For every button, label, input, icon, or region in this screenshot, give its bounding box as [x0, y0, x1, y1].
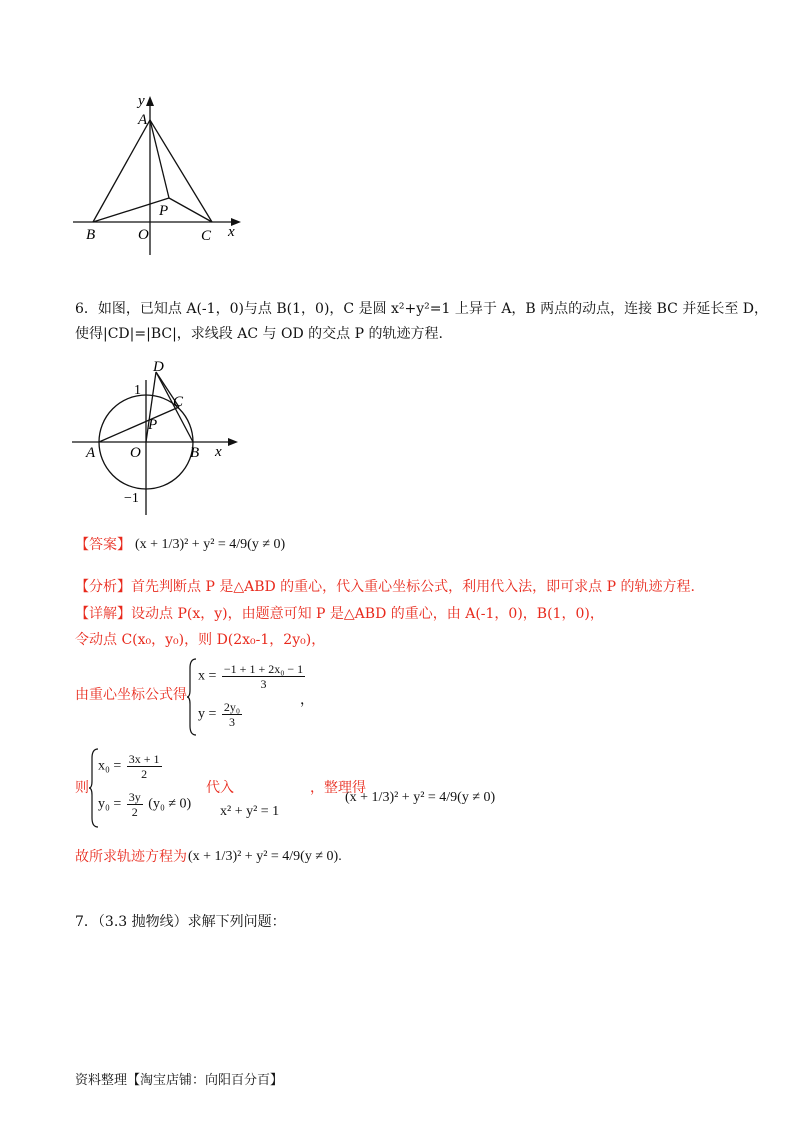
conclusion-label: 故所求轨迹方程为: [75, 849, 187, 865]
label-1: 1: [134, 383, 141, 398]
conclusion-formula: (x + 1/3)² + y² = 4/9(y ≠ 0).: [188, 849, 342, 864]
arrange-label: ，整理得: [310, 780, 366, 796]
answer-formula: (x + 1/3)² + y² = 4/9(y ≠ 0): [135, 537, 286, 552]
sys2-row2-lhs: y₀ =: [98, 796, 122, 812]
sys2-row2-tail: (y₀ ≠ 0): [148, 796, 192, 812]
figure-circle: [60, 350, 250, 520]
label-d: D: [153, 359, 164, 375]
figure-triangle: [60, 90, 260, 260]
label-o: O: [130, 445, 141, 461]
problem-7: 7．（3.3 抛物线）求解下列问题：: [75, 914, 286, 930]
sys2-row1-lhs: x₀ =: [98, 758, 122, 774]
label-y: y: [138, 93, 145, 109]
centroid-label: 由重心坐标公式得: [75, 687, 187, 703]
label-p: P: [159, 203, 169, 219]
y-arrow-icon: [146, 96, 154, 106]
analysis-tag: 【分析】: [75, 579, 131, 595]
segment-ac: [99, 407, 179, 442]
label-x: x: [215, 444, 222, 460]
substitute-label: 代入: [206, 780, 234, 796]
result-formula: (x + 1/3)² + y² = 4/9(y ≠ 0): [345, 790, 496, 805]
then-label: 则: [75, 780, 89, 796]
label-x: x: [228, 224, 235, 240]
system-brace-1: [186, 658, 198, 736]
sys2-row1-fraction: [127, 752, 162, 781]
sys1-row1-num: −1 + 1 + 2x₀ − 1: [223, 662, 304, 676]
sys1-row2-lhs: y =: [198, 706, 217, 722]
label-a: A: [86, 445, 96, 461]
sys1-row1-fraction: [222, 662, 305, 691]
sys1-row2-den: 3: [229, 715, 235, 729]
answer-tag: 【答案】: [75, 537, 131, 553]
label-o: O: [138, 227, 149, 243]
system-2-row-1: [98, 752, 164, 781]
sys2-row2-num: 3y: [128, 790, 141, 804]
sys1-row2-num: 2y₀: [223, 700, 241, 714]
label-p: P: [148, 417, 158, 433]
label-b: B: [190, 445, 200, 461]
detail-tag: 【详解】: [75, 606, 131, 622]
label-c: C: [201, 228, 212, 244]
segment-ap: [150, 120, 169, 198]
footer-source: 资料整理【淘宝店铺：向阳百分百】: [75, 1073, 284, 1088]
system-2-row-2: [98, 790, 191, 819]
problem-6-line-1: 6．如图，已知点 A(-1，0)与点 B(1，0)，C 是圆 x²+y²=1 上异于 A，B 两点的动点，连接 BC 并延长至 D，: [75, 301, 769, 317]
system-1-comma: ，: [300, 692, 314, 708]
label-neg-1: −1: [124, 491, 139, 506]
sys2-row1-num: 3x + 1: [128, 752, 160, 766]
sys2-row2-den: 2: [131, 805, 138, 819]
system-1-row-2: [198, 700, 244, 729]
label-b: B: [86, 227, 96, 243]
detail-line-2: 令动点 C(x₀，y₀)，则 D(2x₀-1，2y₀)，: [75, 632, 326, 648]
label-c: C: [173, 394, 184, 410]
x-arrow-icon: [228, 438, 238, 446]
segment-cp: [169, 198, 212, 222]
problem-6-line-2: 使得|CD|=|BC|，求线段 AC 与 OD 的交点 P 的轨迹方程.: [75, 326, 443, 342]
sys1-row2-fraction: [222, 700, 242, 729]
sys2-row2-fraction: [127, 790, 143, 819]
system-1-row-1: [198, 662, 307, 691]
sys2-row1-den: 2: [141, 767, 148, 781]
sys1-row1-den: 3: [260, 677, 267, 691]
label-a: A: [138, 112, 148, 128]
analysis-text: 首先判断点 P 是△ABD 的重心，代入重心坐标公式，利用代入法，即可求点 P 的轨迹方程.: [131, 579, 695, 595]
detail-line-1: 设动点 P(x，y)，由题意可知 P 是△ABD 的重心，由 A(-1，0)，B(1，0)，: [131, 606, 604, 622]
sys1-row1-lhs: x =: [198, 668, 217, 684]
circle-equation: x² + y² = 1: [220, 804, 280, 819]
